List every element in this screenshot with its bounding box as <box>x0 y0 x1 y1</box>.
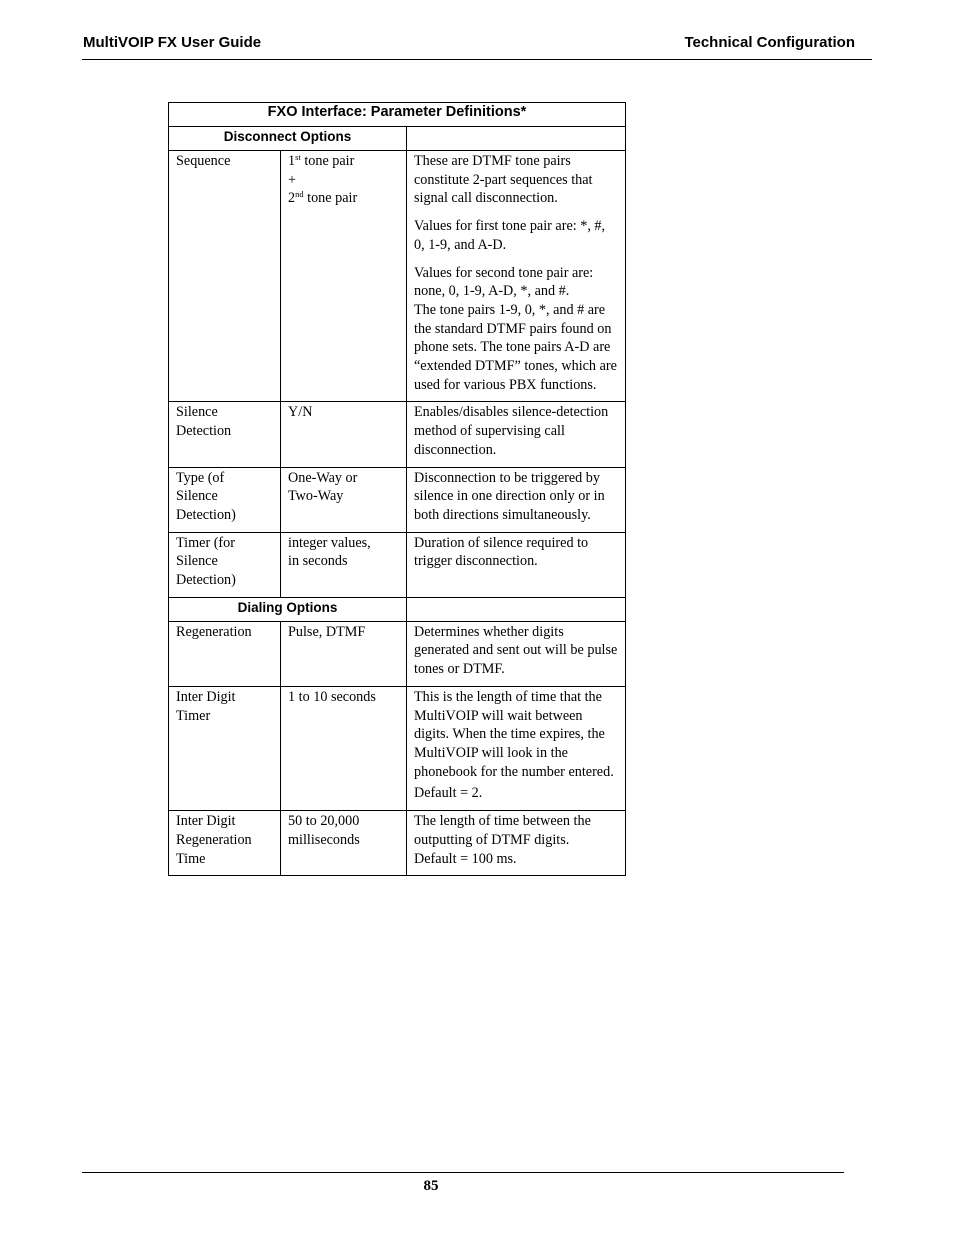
param-name <box>169 686 281 810</box>
param-name <box>169 811 281 876</box>
param-label-line: Detection) <box>176 506 236 523</box>
table-row-inter-digit-regeneration <box>169 811 626 876</box>
param-label-line: Inter Digit <box>176 813 236 830</box>
table-row-silence-timer <box>169 532 626 597</box>
value-line: One-Way or <box>288 469 358 486</box>
description-paragraph: Values for second tone pair are: none, 0, 1-9, A-D, *, and #. <box>414 264 594 300</box>
param-description <box>407 686 626 810</box>
param-label-line: Regeneration <box>176 831 252 848</box>
param-name <box>169 402 281 467</box>
section-row-disconnect <box>169 127 626 151</box>
ordinal-number: 2 <box>288 190 296 207</box>
plus-sign: + <box>288 171 297 188</box>
param-description: Enables/disables silence-detection method of supervising call disconnection. <box>407 402 626 467</box>
header-rule <box>82 59 872 60</box>
description-paragraph: The tone pairs 1-9, 0, *, and # are the standard DTMF pairs found on phone sets. The tone pairs A-D are “extended DTMF” tones, which are used for various PBX functions. <box>414 301 617 393</box>
description-paragraph: These are DTMF tone pairs constitute 2-part sequences that signal call disconnection. <box>414 153 593 207</box>
running-header-section: Technical Configuration <box>684 34 855 51</box>
section-row-dialing <box>169 597 626 621</box>
value-line: integer values, <box>288 534 371 551</box>
table-row-sequence <box>169 151 626 402</box>
param-values: 1 to 10 seconds <box>281 686 407 810</box>
description-default: Default = 2. <box>414 785 483 802</box>
param-description <box>407 151 626 402</box>
ordinal-suffix: nd <box>295 189 304 200</box>
table-title-row <box>169 103 626 127</box>
param-label-line: Type (of <box>176 469 225 486</box>
footer-rule <box>82 1172 844 1173</box>
section-heading-disconnect-options: Disconnect Options <box>169 127 407 151</box>
param-description: Disconnection to be triggered by silence in one direction only or in both directions simultaneously. <box>407 467 626 532</box>
value-line: 50 to 20,000 <box>288 813 360 830</box>
param-label-line: Timer (for <box>176 534 235 551</box>
param-label-line: Silence <box>176 404 218 421</box>
first-tone-pair <box>288 152 400 171</box>
tone-pair-text: tone pair <box>300 153 355 169</box>
section-empty-cell <box>407 597 626 621</box>
param-name <box>169 532 281 597</box>
param-label-line: Detection <box>176 423 232 440</box>
param-label-line: Silence <box>176 488 218 505</box>
ordinal-number: 1 <box>288 153 296 169</box>
param-description <box>407 811 626 876</box>
description-paragraph: Values for first tone pair are: *, #, 0, 1-9, and A-D. <box>414 218 606 253</box>
param-name: Regeneration <box>169 621 281 686</box>
param-values: Pulse, DTMF <box>281 621 407 686</box>
description-paragraph: The length of time between the outputting of DTMF digits. <box>414 813 591 848</box>
table-row-inter-digit-timer <box>169 686 626 810</box>
param-values <box>281 467 407 532</box>
page-number: 85 <box>423 1178 439 1194</box>
param-values <box>281 151 407 402</box>
description-paragraph: This is the length of time that the MultiVOIP will wait between digits. When the time expires, the MultiVOIP will look in the phonebook for the number entered. <box>414 688 614 780</box>
param-description: Duration of silence required to trigger disconnection. <box>407 532 626 597</box>
param-name <box>169 151 281 402</box>
tone-pair-text: tone pair <box>303 190 358 207</box>
second-tone-pair <box>288 189 400 208</box>
param-values: Y/N <box>281 402 407 467</box>
running-header-title: MultiVOIP FX User Guide <box>83 34 262 51</box>
param-label-line: Inter Digit <box>176 688 236 705</box>
table-row-silence-detection <box>169 402 626 467</box>
param-values <box>281 532 407 597</box>
table-row-regeneration <box>169 621 626 686</box>
description-default: Default = 100 ms. <box>414 850 517 867</box>
table-title: FXO Interface: Parameter Definitions* <box>169 103 626 127</box>
param-label: Sequence <box>176 153 231 169</box>
param-label-line: Detection) <box>176 572 236 589</box>
ordinal-suffix: st <box>295 152 301 162</box>
param-values <box>281 811 407 876</box>
param-label-line: Timer <box>176 707 211 724</box>
section-empty-cell <box>407 127 626 151</box>
fxo-parameter-table <box>168 102 626 876</box>
param-label-line: Time <box>176 850 206 867</box>
table-row-silence-type <box>169 467 626 532</box>
section-heading-dialing-options: Dialing Options <box>169 597 407 621</box>
param-label-line: Silence <box>176 553 218 570</box>
value-line: Two-Way <box>288 488 344 505</box>
value-line: in seconds <box>288 553 348 570</box>
param-description: Determines whether digits generated and sent out will be pulse tones or DTMF. <box>407 621 626 686</box>
param-name <box>169 467 281 532</box>
value-line: milliseconds <box>288 831 360 848</box>
